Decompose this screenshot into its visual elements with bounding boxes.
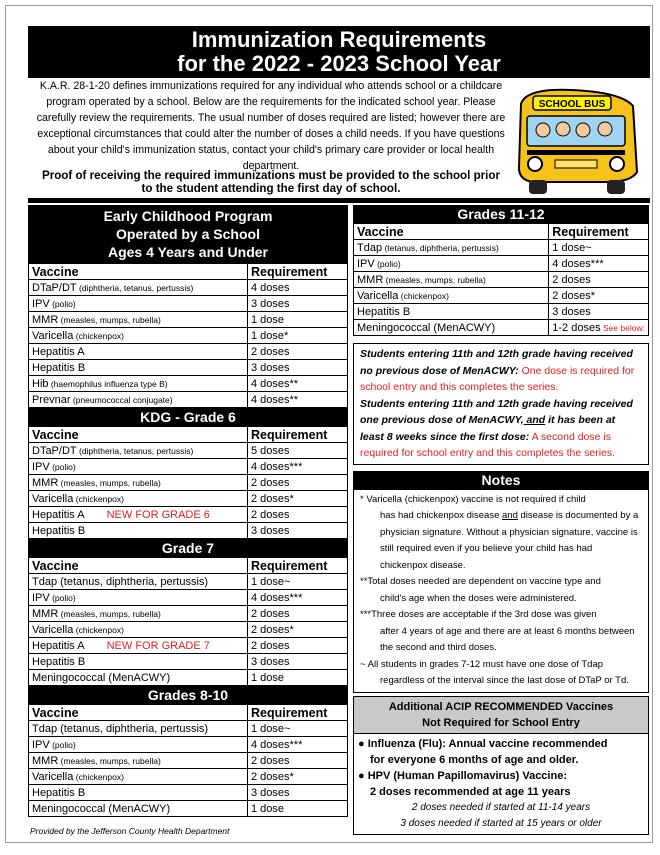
vaccine-name: Meningococcal (MenACWY) [357, 321, 496, 334]
requirement-cell [248, 606, 348, 622]
page-title: Immunization Requirements for the 2022 - 2023 School Year [28, 26, 650, 78]
requirement-value: 3 doses [552, 305, 591, 318]
vaccine-name: Tdap (tetanus, diphtheria, pertussis) [32, 722, 209, 735]
acip-header: Additional ACIP RECOMMENDED Vaccines Not Required for School Entry [354, 697, 648, 734]
table-row [29, 507, 348, 523]
vaccine-cell [354, 304, 549, 320]
vaccine-cell [29, 475, 248, 491]
intro-text: K.A.R. 28-1-20 defines immunizations required for any individual who attends school or a childcare program operated by a school. Below are the requirements for the indicated school year. Please carefully review the requirements. The usual number of doses required are listed; however there are exceptional circumstances that could alter the number of doses a child needs. If you have questions about your child's immunization status, contact your child's primary care provider or local health department. [36, 80, 506, 172]
table-row [29, 392, 348, 408]
vaccine-name: Varicella [32, 770, 74, 783]
table-row [29, 328, 348, 344]
requirement-value: 4 doses [251, 281, 290, 294]
requirement-value: 1 dose* [251, 329, 289, 342]
early-childhood-table [28, 263, 348, 408]
table-row [29, 443, 348, 459]
grade7-header: Grade 7 [28, 539, 348, 557]
grades-11-12-table [353, 223, 649, 336]
table-row [29, 459, 348, 475]
requirement-cell [549, 320, 649, 336]
table-row [29, 654, 348, 670]
requirement-value: 1 dose~ [251, 722, 291, 735]
requirement-value: 2 doses [251, 345, 290, 358]
requirement-cell [248, 753, 348, 769]
vaccine-name: MMR [32, 476, 59, 489]
requirement-column-header: Requirement [248, 558, 348, 574]
requirement-value: 2 doses [251, 639, 290, 652]
vaccine-name: Hepatitis B [32, 524, 86, 537]
table-row [29, 523, 348, 539]
vaccine-detail: (polio) [49, 592, 76, 603]
requirement-cell [549, 288, 649, 304]
table-row [29, 721, 348, 737]
table-row [29, 769, 348, 785]
vaccine-name: Tdap [357, 241, 383, 254]
requirement-value: 4 doses** [251, 377, 299, 390]
requirement-cell [549, 240, 649, 256]
table-row [29, 638, 348, 654]
vaccine-cell [29, 801, 248, 817]
vaccine-detail: (tetanus, diphtheria, pertussis) [382, 242, 499, 253]
table-header-row [29, 264, 348, 280]
requirement-cell [248, 328, 348, 344]
menacwy-explanation: Students entering 11th and 12th grade having received no previous dose of MenACWY: One dose is required for school entry and this completes the series. Students entering 11th and 12th grade having received one previous dose of MenACWY, and it has been at least 8 weeks since the first dose: A second dose is required for school entry and this completes the series. [353, 343, 649, 465]
footer-credit: Provided by the Jefferson County Health Department [30, 826, 230, 836]
requirement-cell [248, 507, 348, 523]
table-row [354, 320, 649, 336]
requirement-value: 2 doses [251, 508, 290, 521]
new-grade-note: NEW FOR GRADE 7 [106, 639, 210, 652]
requirement-cell [549, 272, 649, 288]
requirement-cell [248, 491, 348, 507]
acip-body: ● Influenza (Flu): Annual vaccine recommended for everyone 6 months of age and older. ● HPV (Human Papillomavirus) Vaccine: 2 doses recommended at age 11 years 2 doses needed if started at 11-14 years 3 doses needed if started at 15 years or older [358, 737, 608, 829]
vaccine-cell [29, 654, 248, 670]
table-row [29, 475, 348, 491]
requirement-value: 1 dose [251, 671, 285, 684]
requirement-value: 3 doses [251, 524, 290, 537]
vaccine-cell [29, 360, 248, 376]
vaccine-name: Meningococcal (MenACWY) [32, 671, 171, 684]
requirement-value: 1 dose~ [552, 241, 592, 254]
kdg-header: KDG - Grade 6 [28, 408, 348, 426]
vaccine-cell [354, 272, 549, 288]
vaccine-detail: (measles, mumps, rubella) [58, 477, 161, 488]
grades-8-10-header: Grades 8-10 [28, 686, 348, 704]
requirement-cell [248, 801, 348, 817]
requirement-cell [248, 312, 348, 328]
kdg-table [28, 426, 348, 539]
vaccine-detail: (pneumococcal conjugate) [70, 394, 173, 405]
vaccine-cell [29, 328, 248, 344]
vaccine-detail: (measles, mumps, rubella) [58, 314, 161, 325]
requirement-value: 1 dose [251, 313, 285, 326]
requirement-value: 2 doses [251, 476, 290, 489]
requirement-cell [549, 256, 649, 272]
acip-recommended-box [353, 696, 649, 835]
vaccine-name: Meningococcal (MenACWY) [32, 802, 171, 815]
vaccine-cell [29, 312, 248, 328]
vaccine-detail: (chickenpox) [73, 493, 124, 504]
vaccine-name: MMR [357, 273, 384, 286]
table-header-row [29, 705, 348, 721]
requirement-value: 5 doses [251, 444, 290, 457]
requirement-value: 3 doses [251, 786, 290, 799]
requirement-value: 4 doses*** [552, 257, 604, 270]
vaccine-detail: (measles, mumps, rubella) [58, 755, 161, 766]
requirement-cell [248, 769, 348, 785]
grades-11-12-header: Grades 11-12 [353, 205, 649, 223]
requirement-value: 3 doses [251, 361, 290, 374]
vaccine-cell [354, 320, 549, 336]
vaccine-detail: (measles, mumps, rubella) [383, 274, 486, 285]
vaccine-name: Prevnar [32, 393, 71, 406]
vaccine-cell [354, 240, 549, 256]
table-row [29, 344, 348, 360]
requirement-column-header: Requirement [248, 427, 348, 443]
vaccine-name: DTaP/DT [32, 281, 77, 294]
vaccine-name: Varicella [32, 623, 74, 636]
table-row [29, 785, 348, 801]
vaccine-column-header: Vaccine [29, 705, 248, 721]
vaccine-name: IPV [32, 738, 50, 751]
vaccine-cell [29, 769, 248, 785]
vaccine-column-header: Vaccine [354, 224, 549, 240]
vaccine-name: Hepatitis B [32, 361, 86, 374]
requirement-cell [248, 638, 348, 654]
requirement-cell [248, 392, 348, 408]
table-row [354, 272, 649, 288]
table-row [29, 801, 348, 817]
requirement-value: 4 doses*** [251, 591, 303, 604]
vaccine-cell [29, 296, 248, 312]
vaccine-cell [29, 737, 248, 753]
requirement-value: 1-2 doses [552, 321, 601, 334]
requirement-cell [248, 280, 348, 296]
table-row [29, 590, 348, 606]
requirement-cell [248, 670, 348, 686]
requirement-cell [248, 654, 348, 670]
requirement-value: 2 doses [552, 273, 591, 286]
vaccine-cell [29, 753, 248, 769]
requirement-value: 4 doses*** [251, 738, 303, 751]
requirement-cell [248, 296, 348, 312]
requirement-column-header: Requirement [549, 224, 649, 240]
vaccine-detail: (polio) [49, 461, 76, 472]
vaccine-detail: (haemophilus influenza type B) [48, 378, 168, 389]
requirement-value: 2 doses [251, 607, 290, 620]
requirement-cell [248, 737, 348, 753]
vaccine-column-header: Vaccine [29, 558, 248, 574]
requirement-cell [248, 360, 348, 376]
table-row [29, 312, 348, 328]
requirement-value: 2 doses* [251, 770, 294, 783]
table-header-row [29, 558, 348, 574]
vaccine-cell [29, 392, 248, 408]
table-row [29, 670, 348, 686]
vaccine-name: IPV [32, 297, 50, 310]
table-row [29, 376, 348, 392]
vaccine-detail: (chickenpox) [73, 330, 124, 341]
requirement-column-header: Requirement [248, 264, 348, 280]
vaccine-cell [29, 590, 248, 606]
vaccine-cell [29, 376, 248, 392]
table-header-row [29, 427, 348, 443]
vaccine-cell [29, 574, 248, 590]
requirement-value: 2 doses* [251, 492, 294, 505]
requirement-value: 4 doses** [251, 393, 299, 406]
flyer-page [5, 5, 653, 843]
vaccine-cell [29, 670, 248, 686]
requirement-cell [248, 785, 348, 801]
requirement-value: 3 doses [251, 655, 290, 668]
vaccine-name: MMR [32, 313, 59, 326]
vaccine-cell [29, 459, 248, 475]
vaccine-cell [29, 280, 248, 296]
table-row [354, 240, 649, 256]
school-bus-illustration [511, 84, 646, 196]
svg-text:SCHOOL BUS: SCHOOL BUS [538, 99, 606, 110]
vaccine-detail: (diphtheria, tetanus, pertussis) [76, 445, 194, 456]
grades-8-10-table [28, 704, 348, 817]
requirement-cell [248, 443, 348, 459]
table-row [29, 737, 348, 753]
vaccine-cell [29, 622, 248, 638]
table-row [354, 288, 649, 304]
early-childhood-header: Early Childhood Program Operated by a School Ages 4 Years and Under [28, 205, 348, 263]
requirement-cell [248, 376, 348, 392]
vaccine-cell [29, 638, 248, 654]
requirement-cell [248, 523, 348, 539]
requirement-column-header: Requirement [248, 705, 348, 721]
vaccine-name: Hib [32, 377, 49, 390]
vaccine-name: MMR [32, 754, 59, 767]
vaccine-cell [29, 721, 248, 737]
vaccine-detail: (diphtheria, tetanus, pertussis) [76, 282, 194, 293]
header-separator [28, 198, 650, 203]
requirement-value: 2 doses* [552, 289, 596, 302]
vaccine-cell [29, 491, 248, 507]
vaccine-detail: (chickenpox) [398, 290, 449, 301]
requirement-cell [248, 721, 348, 737]
requirement-value: 4 doses*** [251, 460, 303, 473]
requirement-cell [248, 459, 348, 475]
requirement-cell [549, 304, 649, 320]
table-row [29, 491, 348, 507]
requirement-value: 2 doses* [251, 623, 294, 636]
table-row [354, 256, 649, 272]
requirement-cell [248, 344, 348, 360]
proof-notice: Proof of receiving the required immunizations must be provided to the school prior to the student attending the first day of school. [41, 169, 500, 195]
vaccine-cell [29, 443, 248, 459]
vaccine-name: Varicella [357, 289, 399, 302]
vaccine-detail: (measles, mumps, rubella) [58, 608, 161, 619]
vaccine-detail: (polio) [49, 739, 76, 750]
vaccine-detail: (chickenpox) [73, 624, 124, 635]
vaccine-name: Hepatitis B [32, 655, 86, 668]
requirement-value: 2 doses [251, 754, 290, 767]
vaccine-column-header: Vaccine [29, 264, 248, 280]
vaccine-cell [29, 785, 248, 801]
requirement-value: 3 doses [251, 297, 290, 310]
left-column [28, 205, 348, 817]
vaccine-detail: (polio) [374, 258, 401, 269]
vaccine-column-header: Vaccine [29, 427, 248, 443]
notes-section: * Varicella (chickenpox) vaccine is not required if child has had chickenpox disease and disease is documented by a physician signature. Without a physician signature, vaccine is still required even if you believe your child has had chickenpox disease. **Total doses needed are dependent on vaccine type and child's age when the doses were administered. ***Three doses are acceptable if the 3rd dose was given after 4 years of age and there are at least 6 months between the second and third doses. ~ All students in grades 7-12 must have one dose of Tdap regardless of the interval since the last dose of DTaP or Td. [353, 489, 649, 693]
vaccine-name: Hepatitis B [32, 786, 86, 799]
vaccine-name: Varicella [32, 492, 74, 505]
vaccine-cell [29, 523, 248, 539]
requirement-note: See below: [600, 322, 645, 333]
vaccine-cell [354, 256, 549, 272]
vaccine-name: MMR [32, 607, 59, 620]
vaccine-name: Varicella [32, 329, 74, 342]
vaccine-cell [29, 606, 248, 622]
new-grade-note: NEW FOR GRADE 6 [106, 508, 210, 521]
requirement-cell [248, 622, 348, 638]
vaccine-detail: (polio) [49, 298, 76, 309]
table-row [29, 296, 348, 312]
vaccine-name: IPV [32, 591, 50, 604]
requirement-value: 1 dose [251, 802, 285, 815]
vaccine-name: Hepatitis A [32, 508, 85, 521]
vaccine-name: Tdap (tetanus, diphtheria, pertussis) [32, 575, 209, 588]
vaccine-detail: (chickenpox) [73, 771, 124, 782]
requirement-cell [248, 590, 348, 606]
vaccine-name: Hepatitis A [32, 345, 85, 358]
table-row [29, 753, 348, 769]
table-row [29, 360, 348, 376]
vaccine-name: Hepatitis A [32, 639, 85, 652]
notes-header: Notes [353, 471, 649, 489]
right-column [353, 205, 649, 835]
vaccine-cell [354, 288, 549, 304]
vaccine-name: IPV [357, 257, 375, 270]
requirement-cell [248, 475, 348, 491]
table-row [29, 280, 348, 296]
grade7-table [28, 557, 348, 686]
table-header-row [354, 224, 649, 240]
vaccine-name: Hepatitis B [357, 305, 411, 318]
table-row [354, 304, 649, 320]
vaccine-name: IPV [32, 460, 50, 473]
requirement-value: 1 dose~ [251, 575, 291, 588]
table-row [29, 574, 348, 590]
vaccine-cell [29, 507, 248, 523]
vaccine-name: DTaP/DT [32, 444, 77, 457]
table-row [29, 606, 348, 622]
vaccine-cell [29, 344, 248, 360]
requirement-cell [248, 574, 348, 590]
table-row [29, 622, 348, 638]
